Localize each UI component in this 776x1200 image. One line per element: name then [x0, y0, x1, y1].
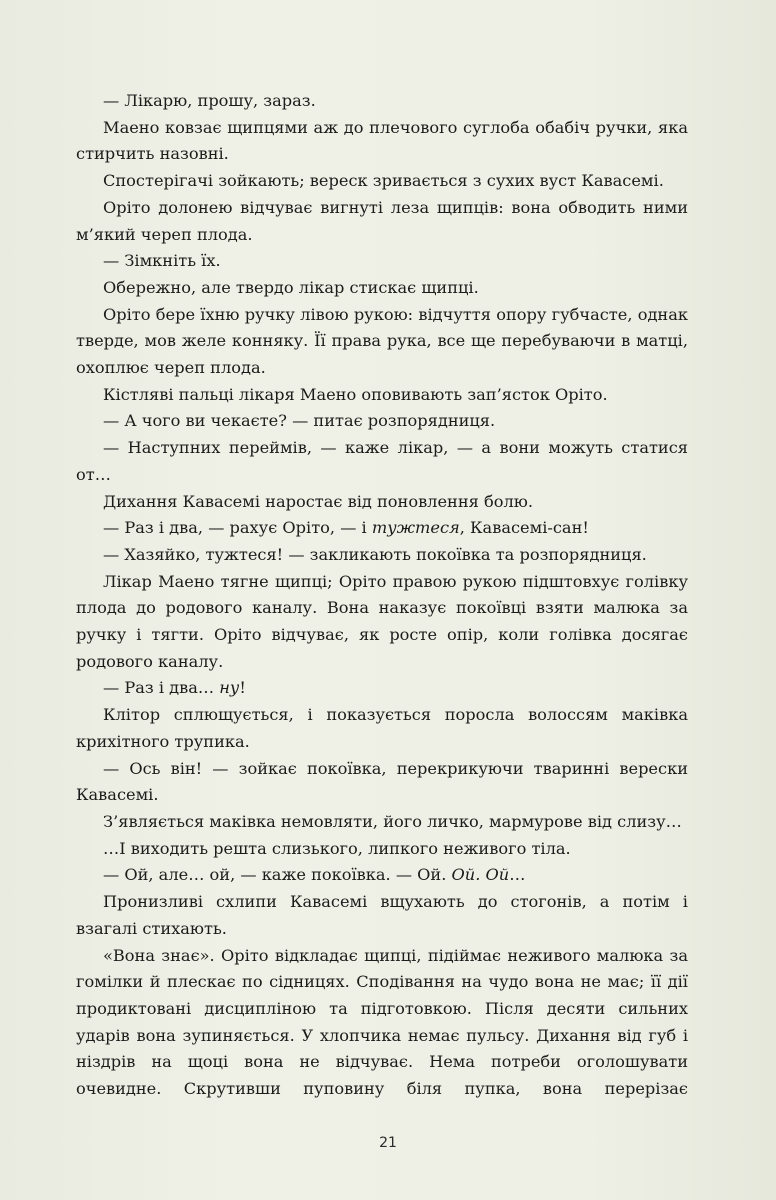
text-run: — Лікарю, прошу, зараз. — [103, 91, 316, 110]
text-run: , Кавасемі-сан! — [459, 518, 589, 538]
paragraph — [76, 115, 688, 168]
text-run: — Ой, але… ой, — каже покоївка. — Ой. — [103, 865, 452, 885]
paragraph — [76, 569, 688, 676]
paragraph — [76, 382, 688, 409]
text-run: З’являється маківка немовляти, його личко, мармурове від слизу… — [103, 811, 682, 831]
text-run: Дихання Кавасемі наростає від поновлення болю. — [103, 491, 533, 511]
text-run: Оріто бере їхню ручку лівою рукою: відчуття опору губчасте, однак тверде, мов желе конняку. Її права рука, все ще перебуваючи в матці, охоплює череп плода. — [76, 304, 688, 378]
text-run: Маено ковзає щипцями аж до плечового суглоба обабіч ручки, яка стирчить назовні. — [76, 117, 688, 164]
text-run: — Наступних переймів, — каже лікар, — а вони можуть статися от… — [76, 438, 688, 484]
paragraph — [76, 435, 688, 488]
text-run: …І виходить решта слизького, липкого неживого тіла. — [103, 838, 571, 858]
text-run: Обережно, але твердо лікар стискає щипці. — [103, 277, 479, 297]
text-run: — Зімкніть їх. — [103, 251, 221, 271]
text-run: — Хазяйко, тужтеся! — закликають покоївка та розпорядниця. — [103, 544, 647, 564]
text-run: Спостерігачі зойкають; вереск зривається з сухих вуст Кавасемі. — [103, 171, 664, 191]
paragraph — [76, 889, 688, 942]
paragraph — [76, 756, 688, 809]
paragraph — [76, 836, 688, 863]
italic-text: ну — [219, 678, 240, 698]
text-run: — Раз і два, — рахує Оріто, — і — [103, 518, 372, 538]
paragraph — [76, 275, 688, 302]
paragraph — [76, 542, 688, 569]
text-run: «Вона знає». Оріто відкладає щипці, підіймає неживого малюка за гомілки й плескає по сідницях. Сподівання на чудо вона не має; її дії продиктовані дисципліною та підготовкою. Після десяти сильних ударів вона зупиняється. У хлопчика немає пульсу. Дихання від губ і ніздрів на щоці вона не відчуває. Нема потреби оголошувати очевидне. Скрутивши пуповину біля пупка, вона перерізає — [76, 945, 688, 1099]
body-text — [76, 88, 688, 1103]
paragraph — [76, 862, 688, 889]
paragraph — [76, 943, 688, 1103]
text-run: Лікар Маено тягне щипці; Оріто правою рукою підштовхує голівку плода до родового каналу. Вона наказує покоївці взяти малюка за ручку і тягти. Оріто відчуває, як росте опір, коли голівка досягає родового каналу. — [76, 571, 688, 671]
text-run: Клітор сплющується, і показується поросла волоссям маківка крихітного трупика. — [76, 705, 688, 751]
paragraph — [76, 302, 688, 382]
text-run: … — [509, 865, 526, 885]
paragraph — [76, 489, 688, 516]
paragraph — [76, 88, 688, 115]
page-number: 21 — [379, 1135, 397, 1151]
text-run: ! — [239, 678, 246, 698]
text-run: — Раз і два… — [103, 678, 220, 698]
paragraph — [76, 675, 688, 702]
italic-text: тужтеся — [371, 518, 460, 538]
paragraph — [76, 515, 688, 542]
paragraph — [76, 809, 688, 836]
paragraph — [76, 168, 688, 195]
text-run: — Ось він! — зойкає покоївка, перекрикуючи тваринні верески Кавасемі. — [76, 758, 688, 805]
paragraph — [76, 248, 688, 275]
text-run: Пронизливі схлипи Кавасемі вщухають до стогонів, а потім і взагалі стихають. — [76, 892, 688, 938]
paragraph — [76, 195, 688, 248]
text-run: Кістляві пальці лікаря Маено оповивають зап’ясток Оріто. — [103, 384, 608, 404]
text-run: Оріто долонею відчуває вигнуті леза щипців: вона обводить ними м’який череп плода. — [76, 197, 688, 244]
paragraph — [76, 702, 688, 755]
italic-text: Ой. Ой — [451, 865, 510, 885]
paragraph — [76, 408, 688, 435]
text-run: — А чого ви чекаєте? — питає розпорядниця. — [103, 411, 496, 431]
